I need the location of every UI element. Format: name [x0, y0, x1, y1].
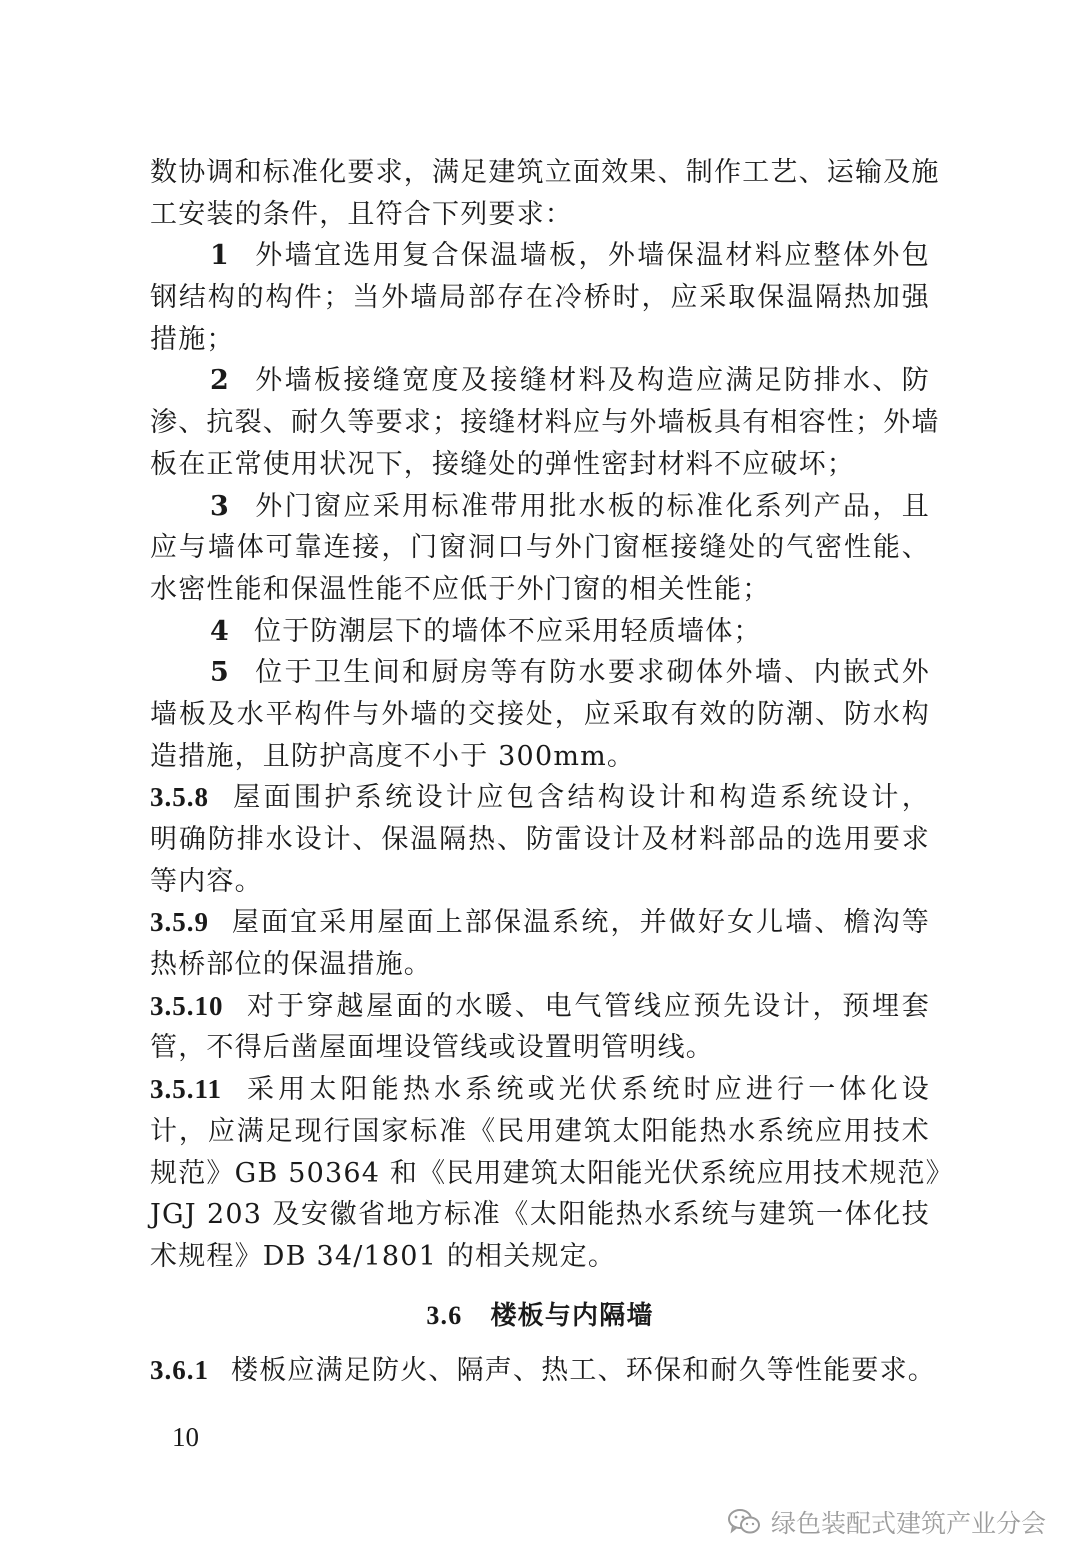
clause-number: 3.5.9	[150, 907, 209, 938]
text-line: 计，应满足现行国家标准《民用建筑太阳能热水系统应用技术	[150, 1115, 930, 1147]
clause-number: 3.5.11	[150, 1074, 223, 1105]
text-line: 数协调和标准化要求，满足建筑立面效果、制作工艺、运输及施	[150, 157, 940, 188]
list-item-first-line: 3 外门窗应采用标准带用批水板的标准化系列产品，且	[210, 490, 930, 522]
text-line: 术规程》DB 34/1801 的相关规定。	[150, 1240, 617, 1272]
clause-first-line: 3.5.11 采用太阳能热水系统或光伏系统时应进行一体化设	[150, 1074, 930, 1106]
clause-first-line: 3.5.9 屋面宜采用屋面上部保温系统，并做好女儿墙、檐沟等	[150, 907, 930, 939]
clause-number: 3.5.8	[150, 782, 209, 813]
clause-number: 3.6.1	[150, 1354, 209, 1385]
clause-first-line: 3.6.1 楼板应满足防火、隔声、热工、环保和耐久等性能要求。	[150, 1354, 936, 1386]
watermark-text: 绿色装配式建筑产业分会	[770, 1509, 1046, 1538]
text-line: 明确防排水设计、保温隔热、防雷设计及材料部品的选用要求	[150, 824, 930, 855]
text-line: 墙板及水平构件与外墙的交接处，应采取有效的防潮、防水构	[150, 698, 930, 730]
item-number: 3	[210, 490, 230, 522]
clause-first-line: 3.5.8 屋面围护系统设计应包含结构设计和构造系统设计，	[150, 782, 930, 814]
item-number: 2	[210, 365, 230, 397]
item-number: 4	[210, 615, 230, 647]
text-line: JGJ 203 及安徽省地方标准《太阳能热水系统与建筑一体化技	[150, 1199, 930, 1231]
clause-first-line: 3.5.10 对于穿越屋面的水暖、电气管线应预先设计，预埋套	[150, 990, 930, 1022]
text-line: 渗、抗裂、耐久等要求；接缝材料应与外墙板具有相容性；外墙	[150, 407, 940, 439]
list-item-first-line: 5 位于卫生间和厨房等有防水要求砌体外墙、内嵌式外	[210, 657, 930, 689]
section-heading	[150, 1294, 930, 1338]
list-item-first-line: 1 外墙宜选用复合保温墙板，外墙保温材料应整体外包	[210, 240, 930, 272]
clause-number: 3.5.10	[150, 990, 224, 1021]
wechat-icon	[727, 1508, 761, 1536]
text-line: 应与墙体可靠连接，门窗洞口与外门窗框接缝处的气密性能、	[150, 532, 930, 564]
item-number: 5	[210, 657, 230, 689]
document-page	[150, 152, 954, 1391]
text-line: 水密性能和保温性能不应低于外门窗的相关性能；	[150, 573, 771, 605]
watermark	[727, 1502, 1046, 1542]
section-number: 3.6	[426, 1300, 463, 1330]
text-line: 措施；	[150, 323, 235, 355]
text-line: 工安装的条件，且符合下列要求：	[150, 198, 573, 230]
section-title: 楼板与内隔墙	[490, 1300, 654, 1331]
list-item-first-line: 4 位于防潮层下的墙体不应采用轻质墙体；	[210, 615, 762, 647]
text-line: 热桥部位的保温措施。	[150, 949, 432, 981]
page-number: 10	[172, 1422, 199, 1452]
item-number: 1	[210, 240, 230, 272]
text-line: 板在正常使用状况下，接缝处的弹性密封材料不应破坏；	[150, 448, 855, 480]
text-line: 等内容。	[150, 865, 263, 897]
text-line: 管，不得后凿屋面埋设管线或设置明管明线。	[150, 1032, 714, 1064]
list-item-first-line: 2 外墙板接缝宽度及接缝材料及构造应满足防排水、防	[210, 365, 930, 397]
text-line: 造措施，且防护高度不小于 300mm。	[150, 740, 636, 772]
text-line: 钢结构的构件；当外墙局部存在冷桥时，应采取保温隔热加强	[150, 282, 930, 314]
text-line: 规范》GB 50364 和《民用建筑太阳能光伏系统应用技术规范》	[150, 1157, 954, 1189]
